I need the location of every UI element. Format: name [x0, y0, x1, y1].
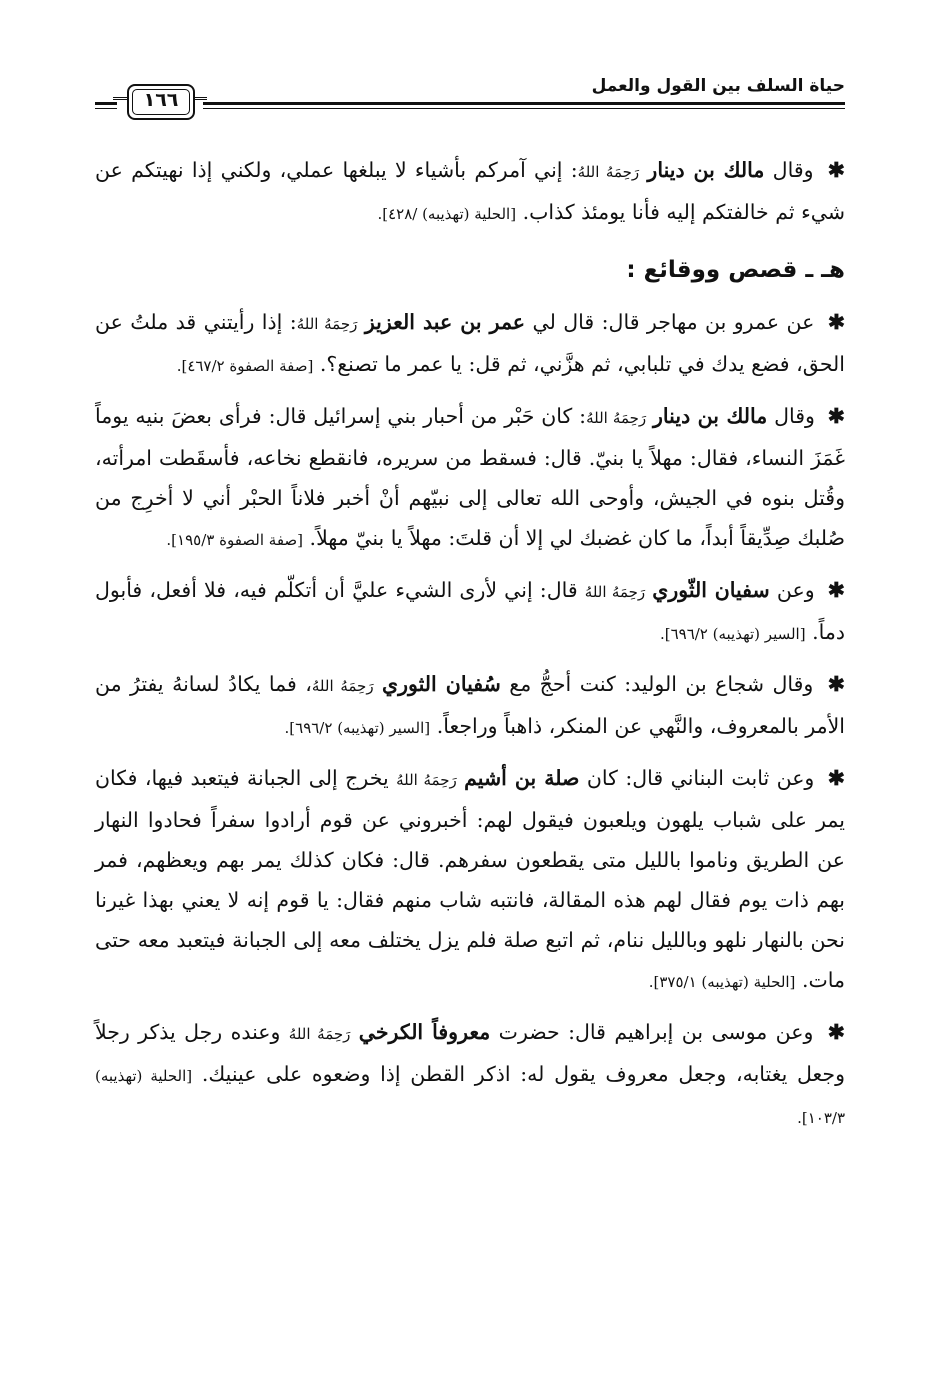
paragraph-lead: وقال شجاع بن الوليد: كنت أحجُّ مع — [509, 672, 814, 696]
ornament-bar-left — [113, 97, 127, 100]
paragraph-text: : كان حَبْر من أحبار بني إسرائيل قال: فرأى بعضَ بنيه يوماً غَمَزَ النساء، فقال: مهلاً يا بنيّ. قال: فسقط من سريره، فانقطع نخاعه، فأسقَطت امرأته، وقُتل بنوه في الجيش، وأوحى الله تعالى إلى نبيّهم أنْ أخبر فلاناً الحبْر أني لا أخرِج من صُلبك صِدِّيقاً أبداً، ما كان غضبك لي إلا أن قلتَ: مهلاً يا بنيّ مهلاً. — [95, 404, 845, 550]
citation: [الحلية (تهذيبه) ٣٧٥/١]. — [648, 973, 796, 991]
citation: [السير (تهذيبه) ٦٩٦/٢]. — [284, 719, 431, 737]
citation: [الحلية (تهذيبه) /٤٢٨]. — [377, 205, 517, 223]
citation: [صفة الصفوة ١٩٥/٣]. — [166, 531, 304, 549]
honorific: رَحِمَهُ اللهُ — [396, 771, 457, 789]
honorific: رَحِمَهُ اللهُ — [586, 409, 647, 427]
honorific: رَحِمَهُ اللهُ — [577, 163, 640, 181]
paragraph-lead: وعن ثابت البناني قال: كان — [586, 766, 815, 790]
citation: [الحلية (تهذيبه) ١٠٣/٣]. — [95, 1067, 845, 1127]
honorific: رَحِمَهُ اللهُ — [584, 583, 646, 601]
person-name: معروفاً الكرخي — [358, 1020, 491, 1044]
running-title: حياة السلف بين القول والعمل — [591, 76, 845, 96]
bullet-star-icon: ✱ — [827, 310, 845, 334]
bullet-star-icon: ✱ — [827, 158, 845, 182]
bullet-star-icon: ✱ — [827, 766, 845, 790]
header-rule-thin — [95, 108, 845, 109]
paragraph-text: : إذا رأيتني قد ملتُ عن الحق، فضع يدك في تلبابي، ثم هزَّني، ثم قل: يا عمر ما تصنع؟. — [95, 310, 845, 376]
paragraph-lead: وعن — [776, 578, 815, 602]
page-number: ١٦٦ — [143, 89, 179, 111]
paragraph-lead: وعن موسى بن إبراهيم قال: حضرت — [498, 1020, 814, 1044]
header-rule — [95, 102, 845, 105]
paragraph-lead: وقال — [772, 158, 814, 182]
bullet-star-icon: ✱ — [827, 672, 845, 696]
bullet-star-icon: ✱ — [827, 578, 845, 602]
page-body — [95, 150, 845, 1148]
paragraph-text: وعنده رجل يذكر رجلاً وجعل يغتابه، وجعل معروف يقول له: اذكر القطن إذا وضعوه على عينيك. — [95, 1020, 845, 1086]
paragraph — [95, 396, 845, 560]
person-name: مالك بن دينار — [653, 404, 768, 428]
citation: [السير (تهذيبه) ٦٩٦/٢]. — [659, 625, 806, 643]
paragraph-text: ، فما يكادُ لسانهُ يفترُ من الأمر بالمعروف، والنَّهي عن المنكر، ذاهباً وراجعاً. — [95, 672, 845, 738]
paragraph — [95, 570, 845, 654]
paragraph-text: قال: إني لأرى الشيء عليَّ أن أتكلّم فيه، فلا أفعل، فأبول دماً. — [95, 578, 845, 644]
bullet-star-icon: ✱ — [827, 404, 845, 428]
page-header — [95, 68, 845, 124]
bullet-star-icon: ✱ — [827, 1020, 845, 1044]
section-heading: هـ ـ قصص ووقائع : — [626, 257, 845, 283]
person-name: صلة بن أشيم — [464, 766, 580, 790]
paragraph-lead: وقال — [774, 404, 815, 428]
paragraph — [95, 302, 845, 386]
person-name: سفيان الثّوري — [652, 578, 770, 602]
page-number-ornament — [117, 82, 203, 120]
honorific: رَحِمَهُ اللهُ — [296, 315, 358, 333]
paragraph-text: : إني آمركم بأشياء لا يبلغها عملي، ولكني إذا نهيتكم عن شيء ثم خالفتكم إليه فأنا يومئذ كذاب. — [95, 158, 845, 224]
honorific: رَحِمَهُ اللهُ — [288, 1025, 351, 1043]
citation: [صفة الصفوة ٤٦٧/٢]. — [176, 357, 314, 375]
person-name: مالك بن دينار — [647, 158, 765, 182]
paragraph — [95, 664, 845, 748]
ornament-bar-right — [193, 97, 207, 100]
honorific: رَحِمَهُ اللهُ — [311, 677, 374, 695]
paragraph — [95, 758, 845, 1002]
paragraph-text: يخرج إلى الجبانة فيتعبد فيها، فكان يمر على شباب يلهون ويلعبون فيقول لهم: أخبروني عن قوم أرادوا سفراً فحادوا النهار عن الطريق وناموا بالليل متى يقطعون سفرهم. قال: فكان كذلك يمر بهم ويعظهم، فمر بهم ذات يوم فقال لهم هذه المقالة، فانتبه شاب منهم فقال: يا قوم إنه لا يعني بهذا غيرنا نحن بالنهار نلهو وبالليل ننام، ثم اتبع صلة فلم يزل يختلف معه إلى الجبانة فيتعبد معه حتى مات. — [95, 766, 845, 992]
page-number-frame — [127, 84, 195, 120]
paragraph-lead: عن عمرو بن مهاجر قال: قال لي — [532, 310, 815, 334]
paragraph — [95, 150, 845, 234]
person-name: سُفيان الثوري — [382, 672, 501, 696]
paragraph — [95, 1012, 845, 1138]
person-name: عمر بن عبد العزيز — [364, 310, 526, 334]
